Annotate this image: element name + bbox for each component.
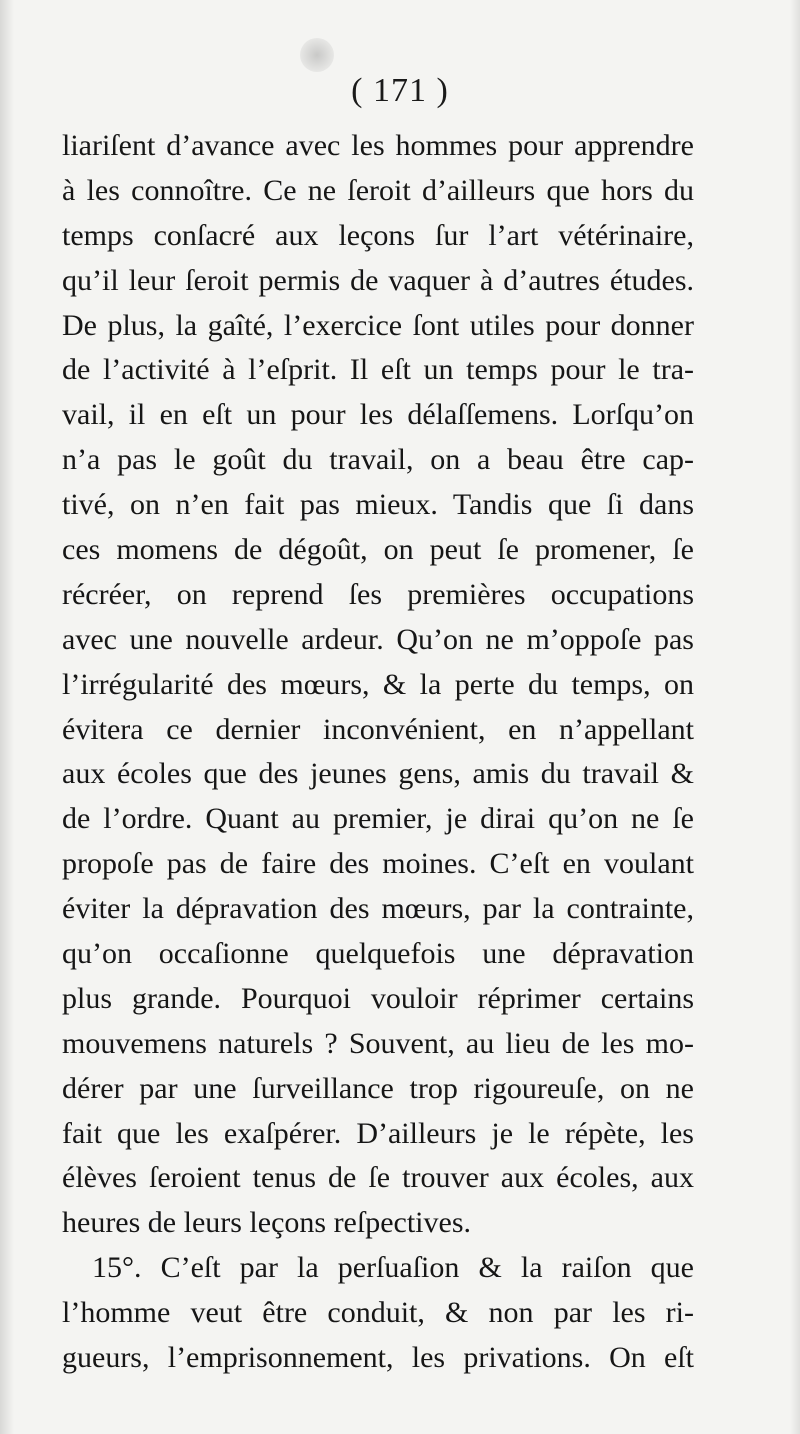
text-line: tivé, on n’en fait pas mieux. Tandis que ſi dans bbox=[62, 488, 694, 522]
text-line: heures de leurs leçons reſpectives. bbox=[62, 1206, 471, 1240]
ink-smudge bbox=[300, 38, 334, 72]
text-line: qu’on occaſionne quelquefois une dépravation bbox=[62, 937, 694, 971]
page-edge-shadow-left bbox=[0, 0, 14, 1434]
text-line: temps conſacré aux leçons ſur l’art vétérinaire, bbox=[62, 218, 694, 252]
text-line: avec une nouvelle ardeur. Qu’on ne m’oppoſe pas bbox=[62, 622, 694, 656]
text-line: à les connoître. Ce ne ſeroit d’ailleurs que hors du bbox=[62, 173, 694, 207]
text-line: 15°. C’eſt par la perſuaſion & la raiſon que bbox=[92, 1251, 694, 1285]
text-line: De plus, la gaîté, l’exercice ſont utiles pour donner bbox=[62, 308, 694, 342]
text-line: n’a pas le goût du travail, on a beau être cap- bbox=[62, 443, 694, 477]
text-line: mouvemens naturels ? Souvent, au lieu de les mo- bbox=[62, 1026, 694, 1060]
text-line: plus grande. Pourquoi vouloir réprimer certains bbox=[62, 981, 694, 1015]
text-line: gueurs, l’emprisonnement, les privations. On eſt bbox=[62, 1341, 694, 1375]
text-line: récréer, on reprend ſes premières occupations bbox=[62, 577, 694, 611]
text-line: élèves ſeroient tenus de ſe trouver aux écoles, aux bbox=[62, 1161, 694, 1195]
text-line: fait que les exaſpérer. D’ailleurs je le répète, les bbox=[62, 1116, 694, 1150]
text-line: évitera ce dernier inconvénient, en n’appellant bbox=[62, 712, 694, 746]
text-line: de l’ordre. Quant au premier, je dirai qu’on ne ſe bbox=[62, 802, 694, 836]
text-line: dérer par une ſurveillance trop rigoureuſe, on ne bbox=[62, 1071, 694, 1105]
text-line: de l’activité à l’eſprit. Il eſt un temps pour le tra- bbox=[62, 353, 694, 387]
page-edge-shadow-right bbox=[790, 0, 800, 1434]
text-line: liariſent d’avance avec les hommes pour apprendre bbox=[62, 129, 694, 162]
text-line: propoſe pas de faire des moines. C’eſt en voulant bbox=[62, 847, 694, 881]
text-line: l’homme veut être conduit, & non par les ri- bbox=[62, 1296, 694, 1330]
text-line: ces momens de dégoût, on peut ſe promener, ſe bbox=[62, 533, 694, 567]
page-number: ( 171 ) bbox=[351, 72, 449, 109]
text-line: éviter la dépravation des mœurs, par la contrainte, bbox=[62, 892, 694, 926]
text-line: l’irrégularité des mœurs, & la perte du temps, on bbox=[62, 667, 694, 701]
text-line: qu’il leur ſeroit permis de vaquer à d’autres études. bbox=[62, 263, 694, 297]
body-text bbox=[62, 124, 694, 1381]
text-line: aux écoles que des jeunes gens, amis du travail & bbox=[62, 757, 694, 791]
text-line: vail, il en eſt un pour les délaſſemens. Lorſqu’on bbox=[62, 398, 694, 432]
